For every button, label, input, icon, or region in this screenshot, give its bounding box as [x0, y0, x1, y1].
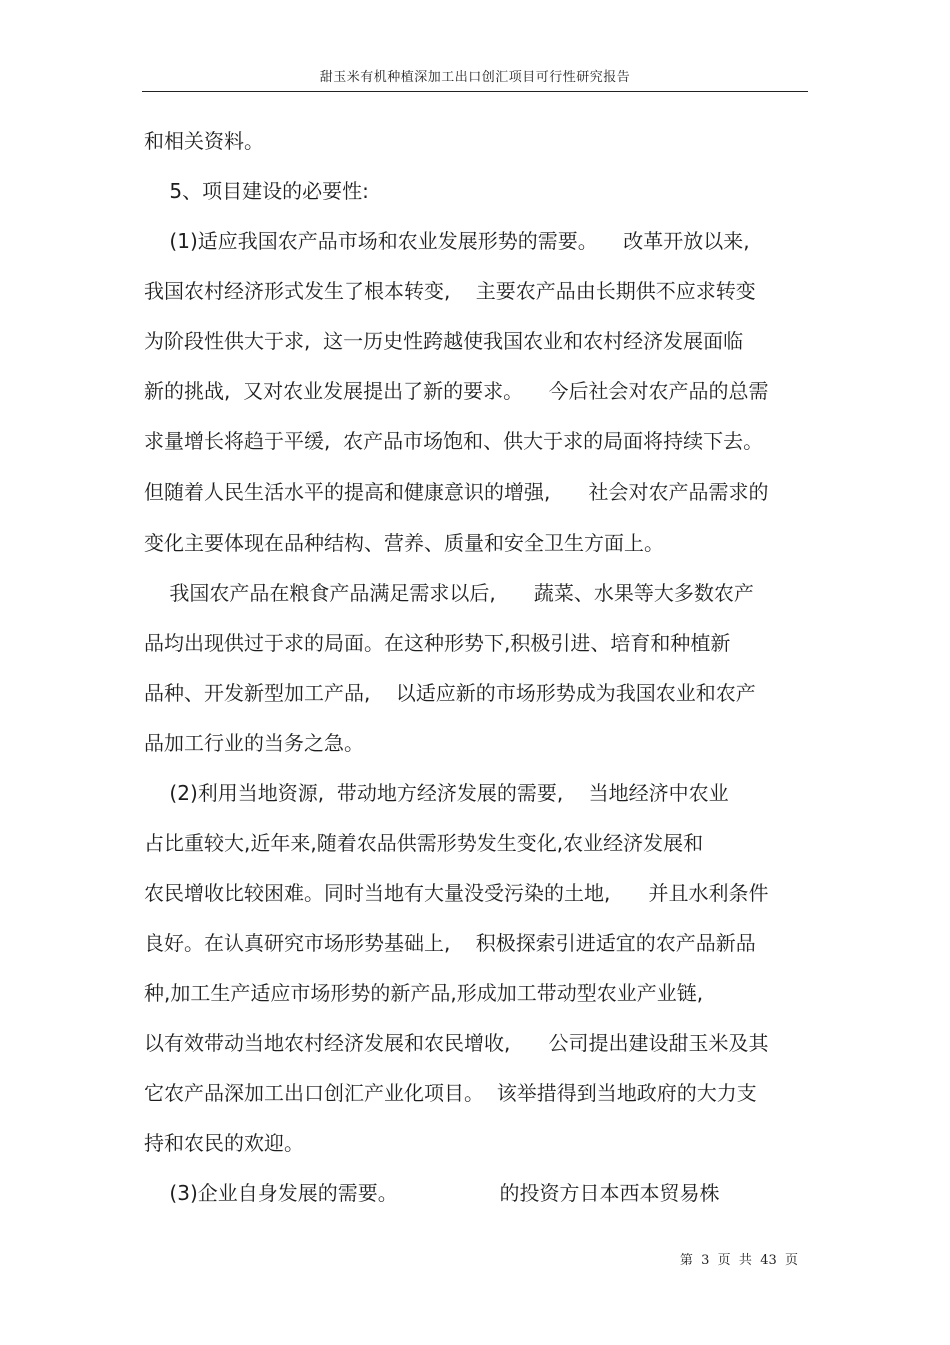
page-header-title: 甜玉米有机种植深加工出口创汇项目可行性研究报告	[319, 70, 631, 85]
body-line: 变化主要体现在品种结构、营养、质量和安全卫生方面上。	[144, 531, 664, 555]
body-line: 但随着人民生活水平的提高和健康意识的增强, 社会对农产品需求的	[144, 480, 769, 504]
body-line: 农民增收比较困难。同时当地有大量没受污染的土地, 并且水利条件	[144, 881, 769, 905]
body-line: 品种、开发新型加工产品, 以适应新的市场形势成为我国农业和农产	[144, 681, 756, 705]
body-line: 持和农民的欢迎。	[144, 1131, 304, 1155]
body-line: 以有效带动当地农村经济发展和农民增收, 公司提出建设甜玉米及其	[144, 1031, 769, 1055]
body-line: 我国农产品在粮食产品满足需求以后, 蔬菜、水果等大多数农产	[144, 581, 754, 605]
body-line: 占比重较大,近年来,随着农品供需形势发生变化,农业经济发展和	[144, 831, 704, 855]
header-divider	[142, 91, 808, 92]
body-line: 它农产品深加工出口创汇产业化项目。 该举措得到当地政府的大力支	[144, 1081, 757, 1105]
body-line: 品均出现供过于求的局面。在这种形势下,积极引进、培育和种植新	[144, 631, 731, 655]
body-line: (3)企业自身发展的需要。 的投资方日本西本贸易株	[144, 1181, 720, 1205]
page-number-footer: 第 3 页 共 43 页	[679, 1253, 798, 1268]
body-line: 和相关资料。	[144, 129, 264, 153]
body-line: 新的挑战, 又对农业发展提出了新的要求。 今后社会对农产品的总需	[144, 379, 769, 403]
body-line: 我国农村经济形式发生了根本转变, 主要农产品由长期供不应求转变	[144, 279, 756, 303]
body-line: 品加工行业的当务之急。	[144, 731, 364, 755]
section-heading: 5、项目建设的必要性:	[144, 179, 369, 203]
body-line: 种,加工生产适应市场形势的新产品,形成加工带动型农业产业链,	[144, 981, 704, 1005]
body-line: (1)适应我国农产品市场和农业发展形势的需要。 改革开放以来,	[144, 229, 750, 253]
body-line: 为阶段性供大于求, 这一历史性跨越使我国农业和农村经济发展面临	[144, 329, 744, 353]
body-line: 求量增长将趋于平缓, 农产品市场饱和、供大于求的局面将持续下去。	[144, 429, 764, 453]
body-line: (2)利用当地资源, 带动地方经济发展的需要, 当地经济中农业	[144, 781, 729, 805]
body-line: 良好。在认真研究市场形势基础上, 积极探索引进适宜的农产品新品	[144, 931, 756, 955]
